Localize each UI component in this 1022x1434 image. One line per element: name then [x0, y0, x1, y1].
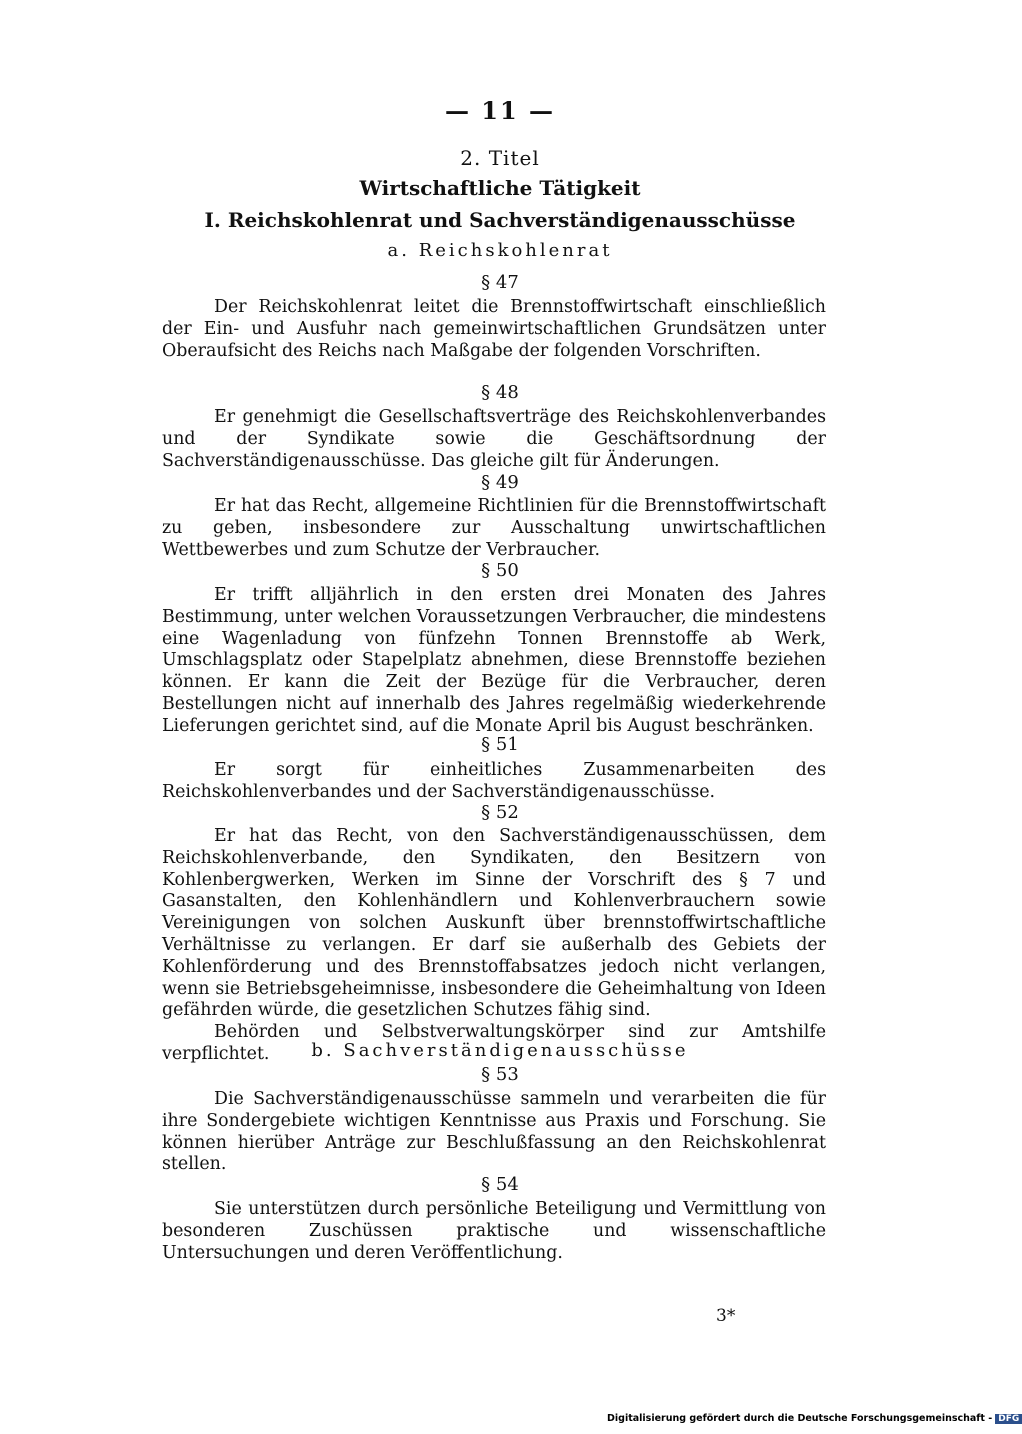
paragraph-text: Sie unterstützen durch persönliche Beteiligung und Vermittlung von besonderen Zuschüssen praktische und wissenschaftliche Untersuchungen und deren Veröffentlichung. [162, 1199, 826, 1263]
footer-text: Digitalisierung gefördert durch die Deutsche Forschungsgemeinschaft - [607, 1413, 993, 1424]
para-mark-48: § 48 [481, 382, 519, 403]
paragraph-54 [162, 1199, 826, 1264]
paragraph-text: Er trifft alljährlich in den ersten drei Monaten des Jahres Bestimmung, unter welchen Voraussetzungen Verbraucher, die mindestens eine Wagenladung von fünfzehn Tonnen Brennstoffe ab Werk, Umschlagsplatz oder Stapelplatz abnehmen, diese Brennstoffe beziehen können. Er kann die Zeit der Bezüge für die Verbraucher, deren Bestellungen nicht auf innerhalb des Jahres regelmäßig wiederkehrende Lieferungen gerichtet sind, auf die Monate April bis August beschränken. [162, 585, 826, 736]
digitization-footer [607, 1413, 1022, 1424]
para-mark-49: § 49 [481, 472, 519, 493]
paragraph-text: Der Reichskohlenrat leitet die Brennstoffwirtschaft einschließlich der Ein- und Ausfuhr nach gemeinwirtschaftlichen Grundsätzen unter Oberaufsicht des Reichs nach Maßgabe der folgenden Vorschriften. [162, 297, 826, 361]
paragraph-53 [162, 1089, 826, 1176]
paragraph-text: Er hat das Recht, allgemeine Richtlinien für die Brennstoffwirtschaft zu geben, insbesondere zur Ausschaltung unwirtschaftlichen Wettbewerbes und zum Schutze der Verbraucher. [162, 496, 826, 560]
subsection-b: b. Sachverständigenausschüsse [311, 1040, 689, 1061]
paragraph-text-2: Behörden und Selbstverwaltungskörper sind zur Amtshilfe verpflichtet. [162, 1022, 826, 1064]
title: 2. Titel [460, 146, 540, 170]
paragraph-50 [162, 585, 826, 738]
section-heading: I. Reichskohlenrat und Sachverständigenausschüsse [204, 208, 796, 232]
page-number: — 11 — [444, 96, 556, 125]
paragraph-text: Er genehmigt die Gesellschaftsverträge des Reichskohlenverbandes und der Syndikate sowie die Geschäftsordnung der Sachverständigenausschüsse. Das gleiche gilt für Änderungen. [162, 407, 826, 471]
para-mark-51: § 51 [481, 734, 519, 755]
paragraph-47 [162, 297, 826, 362]
para-mark-50: § 50 [481, 560, 519, 581]
paragraph-text: Die Sachverständigenausschüsse sammeln und verarbeiten die für ihre Sondergebiete wichtigen Kenntnisse aus Praxis und Forschung. Sie können hierüber Anträge zur Beschlußfassung an den Reichskohlenrat stellen. [162, 1089, 826, 1175]
signature-mark: 3* [716, 1306, 736, 1326]
subsection-a: a. Reichskohlenrat [387, 240, 613, 261]
para-mark-47: § 47 [481, 272, 519, 293]
paragraph-49 [162, 496, 826, 561]
paragraph-48 [162, 407, 826, 472]
dfg-logo: DFG [995, 1414, 1022, 1424]
paragraph-52 [162, 826, 826, 1066]
heading: Wirtschaftliche Tätigkeit [359, 176, 641, 200]
para-mark-52: § 52 [481, 802, 519, 823]
paragraph-51 [162, 760, 826, 804]
para-mark-54: § 54 [481, 1174, 519, 1195]
para-mark-53: § 53 [481, 1064, 519, 1085]
paragraph-text: Er hat das Recht, von den Sachverständigenausschüssen, dem Reichskohlenverbande, den Syndikaten, den Besitzern von Kohlenbergwerken, Werken im Sinne der Vorschrift des § 7 und Gasanstalten, den Kohlenhändlern und Kohlenverbrauchern sowie Vereinigungen von solchen Auskunft über brennstoffwirtschaftliche Verhältnisse zu verlangen. Er darf sie außerhalb des Gebiets der Kohlenförderung und des Brennstoffabsatzes jedoch nicht verlangen, wenn sie Betriebsgeheimnisse, insbesondere die Geheimhaltung von Ideen gefährden würde, die gesetzlichen Schutzes fähig sind. [162, 826, 826, 1021]
paragraph-text: Er sorgt für einheitliches Zusammenarbeiten des Reichskohlenverbandes und der Sachverständigenausschüsse. [162, 760, 826, 802]
